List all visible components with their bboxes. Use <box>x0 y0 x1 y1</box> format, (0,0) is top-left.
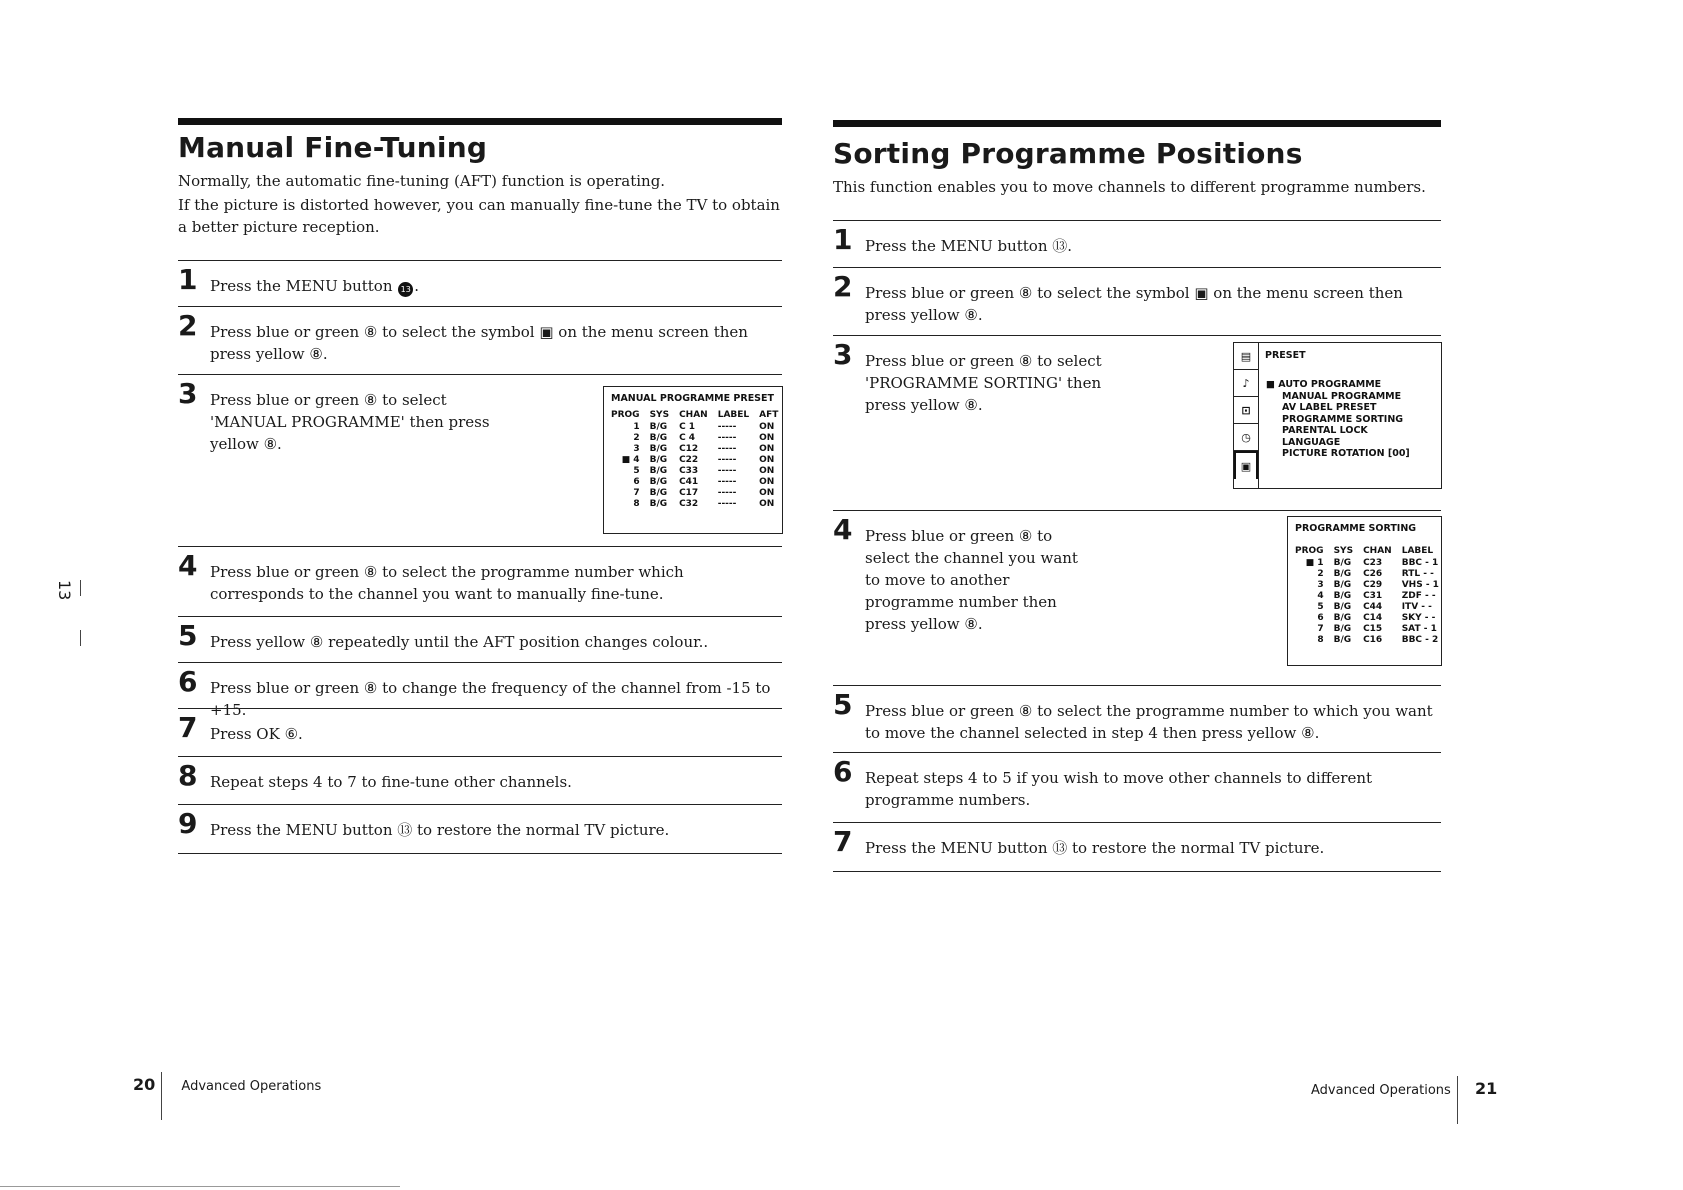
osd-cell: ----- <box>717 422 737 432</box>
preset-menu-item: AV LABEL PRESET <box>1282 402 1377 413</box>
osd-cell: ----- <box>717 499 737 509</box>
osd-row <box>606 455 783 466</box>
osd-cell: B/G <box>649 477 668 487</box>
menu-button-icon: 13 <box>398 282 413 297</box>
osd-cell: B/G <box>1333 580 1352 590</box>
osd-cell: C23 <box>1363 558 1383 568</box>
osd-cell: ON <box>759 466 775 476</box>
preset-icon: ▣ <box>1234 451 1258 479</box>
right-title: Sorting Programme Positions <box>833 137 1303 170</box>
osd-cell: ITV - - <box>1401 602 1432 612</box>
osd-cell: C26 <box>1363 569 1383 579</box>
osd-cell: B/G <box>1333 602 1352 612</box>
preset-menu-osd <box>1233 342 1442 489</box>
osd-cell: ON <box>759 488 775 498</box>
osd-row <box>606 499 783 510</box>
margin-tick-top <box>80 580 81 596</box>
osd-cell: B/G <box>649 433 668 443</box>
step-text: Repeat steps 4 to 7 to fine-tune other channels. <box>210 773 572 791</box>
osd-cell: ----- <box>717 488 737 498</box>
step-text: Press the MENU button ⑬ to restore the normal TV picture. <box>865 839 1325 857</box>
section-rule <box>178 118 782 125</box>
right-section <box>833 120 1441 872</box>
step-text: Press OK ⑥. <box>210 725 303 743</box>
osd-cell: C32 <box>679 499 699 509</box>
osd-cell: B/G <box>649 444 668 454</box>
osd-cell: ----- <box>717 444 737 454</box>
step-text: Press the MENU button 13 . <box>210 277 420 295</box>
step-text: Press blue or green ⑧ to change the frequency of the channel from -15 to +15. <box>210 679 771 719</box>
osd-cell: B/G <box>649 499 668 509</box>
osd-row <box>606 444 783 455</box>
osd-cell: B/G <box>649 455 668 465</box>
osd-row <box>606 433 783 444</box>
osd-cell: ON <box>759 422 775 432</box>
osd-cell: BBC - 1 <box>1401 558 1439 568</box>
osd-cell: 3 <box>633 444 640 454</box>
osd-header-row: PROG SYS CHAN LABEL <box>1295 546 1434 556</box>
osd-cell: B/G <box>1333 624 1352 634</box>
step-2: 2 Press blue or green ⑧ to select the symbol ▣ on the menu screen then press yellow ⑧. <box>178 306 782 374</box>
step-text: Press yellow ⑧ repeatedly until the AFT position changes colour.. <box>210 633 709 651</box>
osd-row <box>1290 602 1444 613</box>
osd-cell: BBC - 2 <box>1401 635 1439 645</box>
preset-menu-item: MANUAL PROGRAMME <box>1282 390 1402 402</box>
preset-menu-item: ■ AUTO PROGRAMME <box>1266 379 1382 390</box>
preset-list <box>1266 379 1410 460</box>
section-rule <box>833 120 1441 127</box>
osd-cell: C15 <box>1363 624 1383 634</box>
osd-title: PROGRAMME SORTING <box>1295 523 1417 534</box>
preset-title: PRESET <box>1265 350 1306 361</box>
osd-cell: C12 <box>679 444 699 454</box>
step-1: 1 Press the MENU button ⑬. <box>833 220 1441 267</box>
osd-cell: ----- <box>717 477 737 487</box>
step-3: 3 Press blue or green ⑧ to select 'MANUAL PROGRAMME' then press yellow ⑧. <box>178 374 782 546</box>
step-text: Press blue or green ⑧ to select the channel you want to move to another programme number then press yellow ⑧. <box>865 527 1078 633</box>
osd-cell: ----- <box>717 466 737 476</box>
osd-table <box>606 410 783 510</box>
sound-icon: ♪ <box>1234 370 1258 397</box>
osd-cell: 7 <box>633 488 640 498</box>
osd-cell: SKY - - <box>1401 613 1436 623</box>
scan-edge-line <box>0 1186 400 1187</box>
osd-table <box>1290 546 1444 646</box>
margin-tick-bottom <box>80 630 81 646</box>
step-4: 4 Press blue or green ⑧ to select the channel you want to move to another programme number then press yellow ⑧. <box>833 510 1441 685</box>
step-text: Press blue or green ⑧ to select 'PROGRAMME SORTING' then press yellow ⑧. <box>865 352 1102 414</box>
osd-cell: ON <box>759 433 775 443</box>
left-steps <box>178 260 782 854</box>
step-4: 4 Press blue or green ⑧ to select the programme number which corresponds to the channel you want to manually fine-tune. <box>178 546 782 616</box>
osd-cell: B/G <box>1333 558 1352 568</box>
osd-cell: C41 <box>679 477 699 487</box>
preset-icon-column <box>1234 343 1259 488</box>
input-icon: ⊡ <box>1234 397 1258 424</box>
osd-cell: C14 <box>1363 613 1383 623</box>
osd-row <box>1290 591 1444 602</box>
osd-cell: SAT - 1 <box>1401 624 1437 634</box>
step-text: Repeat steps 4 to 5 if you wish to move other channels to different programme numbers. <box>865 769 1373 809</box>
osd-cell: B/G <box>649 422 668 432</box>
osd-cell: ----- <box>717 455 737 465</box>
osd-cell: ■ 4 <box>621 455 640 465</box>
osd-cell: 5 <box>633 466 640 476</box>
osd-cell: B/G <box>1333 591 1352 601</box>
osd-cell: ON <box>759 444 775 454</box>
footer-divider <box>161 1072 162 1120</box>
osd-row <box>1290 558 1444 569</box>
step-5: 5 Press blue or green ⑧ to select the programme number to which you want to move the channel selected in step 4 then press yellow ⑧. <box>833 685 1441 752</box>
osd-cell: 6 <box>633 477 640 487</box>
osd-cell: B/G <box>1333 569 1352 579</box>
osd-cell: B/G <box>649 488 668 498</box>
left-title: Manual Fine-Tuning <box>178 131 488 164</box>
step-6: 6 Repeat steps 4 to 5 if you wish to move other channels to different programme numbers. <box>833 752 1441 822</box>
margin-page-marker: 13 <box>55 580 74 601</box>
step-7: 7 Press OK ⑥. <box>178 708 782 756</box>
osd-cell: 2 <box>633 433 640 443</box>
step-5: 5 Press yellow ⑧ repeatedly until the AFT position changes colour.. <box>178 616 782 662</box>
osd-cell: B/G <box>1333 635 1352 645</box>
osd-cell: C31 <box>1363 591 1383 601</box>
osd-cell: C17 <box>679 488 699 498</box>
osd-cell: 7 <box>1317 624 1324 634</box>
footer-label: Advanced Operations <box>1311 1083 1451 1098</box>
osd-cell: 1 <box>633 422 640 432</box>
right-intro: This function enables you to move channels to different programme numbers. <box>833 178 1426 196</box>
osd-row <box>606 477 783 488</box>
left-intro-2: If the picture is distorted however, you can manually fine-tune the TV to obtain a better picture reception. <box>178 196 780 236</box>
osd-cell: 8 <box>1317 635 1324 645</box>
step-text: Press blue or green ⑧ to select the symbol ▣ on the menu screen then press yellow ⑧. <box>865 284 1403 324</box>
step-8: 8 Repeat steps 4 to 7 to fine-tune other channels. <box>178 756 782 804</box>
osd-cell: ZDF - - <box>1401 591 1436 601</box>
step-text: Press blue or green ⑧ to select 'MANUAL PROGRAMME' then press yellow ⑧. <box>210 391 490 453</box>
step-text: Press the MENU button ⑬. <box>865 237 1073 255</box>
step-text: Press the MENU button ⑬ to restore the normal TV picture. <box>210 821 670 839</box>
osd-cell: C29 <box>1363 580 1383 590</box>
osd-cell: ON <box>759 477 775 487</box>
osd-cell: VHS - 1 <box>1401 580 1439 590</box>
programme-sorting-osd <box>1287 516 1442 666</box>
osd-cell: 5 <box>1317 602 1324 612</box>
osd-cell: C 1 <box>679 422 696 432</box>
osd-header-row: PROG SYS CHAN LABEL AFT <box>611 410 779 420</box>
osd-cell: B/G <box>649 466 668 476</box>
osd-row <box>606 466 783 477</box>
osd-cell: 6 <box>1317 613 1324 623</box>
timer-icon: ◷ <box>1234 424 1258 451</box>
preset-menu-item: PROGRAMME SORTING <box>1282 413 1404 425</box>
osd-cell: 4 <box>1317 591 1324 601</box>
osd-cell: C44 <box>1363 602 1383 612</box>
osd-cell: ON <box>759 499 775 509</box>
osd-cell: ON <box>759 455 775 465</box>
page-number: 20 <box>133 1075 156 1094</box>
step-3: 3 Press blue or green ⑧ to select 'PROGRAMME SORTING' then press yellow ⑧. <box>833 335 1441 510</box>
step-2: 2 Press blue or green ⑧ to select the symbol ▣ on the menu screen then press yellow ⑧. <box>833 267 1441 335</box>
osd-cell: ----- <box>717 433 737 443</box>
osd-cell: 3 <box>1317 580 1324 590</box>
step-text: Press blue or green ⑧ to select the programme number which corresponds to the channel you want to manually fine-tune. <box>210 563 684 603</box>
right-footer <box>1311 1079 1497 1098</box>
osd-row <box>1290 613 1444 624</box>
osd-row <box>1290 624 1444 635</box>
manual-programme-osd <box>603 386 783 534</box>
osd-row <box>1290 635 1444 646</box>
osd-row <box>606 422 783 433</box>
osd-cell: C 4 <box>679 433 696 443</box>
osd-row <box>1290 580 1444 591</box>
footer-label: Advanced Operations <box>181 1079 322 1094</box>
osd-row <box>1290 569 1444 580</box>
osd-cell: B/G <box>1333 613 1352 623</box>
osd-title: MANUAL PROGRAMME PRESET <box>611 393 774 404</box>
page-number: 21 <box>1474 1079 1498 1098</box>
osd-cell: RTL - - <box>1401 569 1434 579</box>
step-text: Press blue or green ⑧ to select the programme number to which you want to move the channel selected in step 4 then press yellow ⑧. <box>865 702 1433 742</box>
preset-menu-item: LANGUAGE <box>1282 436 1341 448</box>
step-text: Press blue or green ⑧ to select the symbol ▣ on the menu screen then press yellow ⑧. <box>210 323 748 363</box>
osd-cell: ■ 1 <box>1305 558 1324 568</box>
osd-cell: C33 <box>679 466 699 476</box>
footer-divider <box>1457 1076 1458 1124</box>
step-9: 9 Press the MENU button ⑬ to restore the normal TV picture. <box>178 804 782 854</box>
step-1: 1 Press the MENU button 13 . <box>178 260 782 306</box>
osd-cell: C16 <box>1363 635 1383 645</box>
osd-row <box>606 488 783 499</box>
preset-menu-item: PICTURE ROTATION [00] <box>1282 448 1410 459</box>
osd-cell: 2 <box>1317 569 1324 579</box>
osd-cell: C22 <box>679 455 699 465</box>
osd-cell: 8 <box>633 499 640 509</box>
step-7: 7 Press the MENU button ⑬ to restore the normal TV picture. <box>833 822 1441 872</box>
step-6: 6 Press blue or green ⑧ to change the frequency of the channel from -15 to +15. <box>178 662 782 708</box>
picture-icon: ▤ <box>1234 343 1258 370</box>
left-intro-1: Normally, the automatic fine-tuning (AFT) function is operating. <box>178 172 666 190</box>
preset-menu-item: PARENTAL LOCK <box>1282 425 1368 436</box>
